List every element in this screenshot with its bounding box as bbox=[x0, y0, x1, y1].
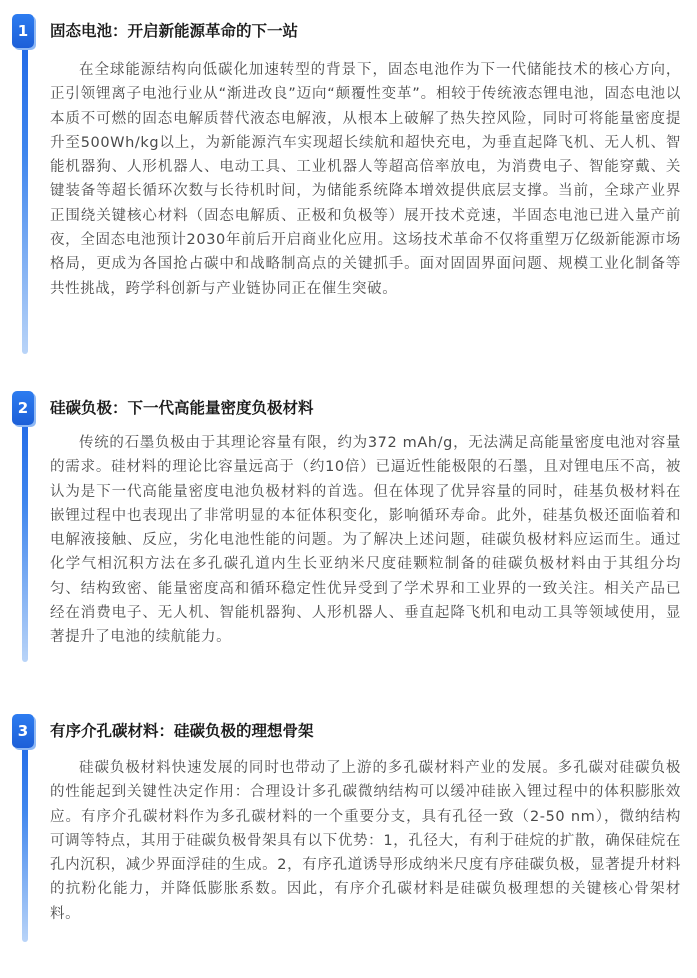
section-title: 硅碳负极：下一代高能量密度负极材料 bbox=[50, 399, 314, 417]
section-number-badge bbox=[12, 391, 34, 425]
section-paragraph: 硅碳负极材料快速发展的同时也带动了上游的多孔碳材料产业的发展。多孔碳对硅碳负极的性能起到关键性决定作用：合理设计多孔碳微纳结构可以缓冲硅嵌入锂过程中的体积膨胀效应。有序介孔碳材料作为多孔碳材料的一个重要分支，具有孔径一致（2-50 nm），微纳结构可调等特点，其用于硅碳负极骨架具有以下优势：1，孔径大，有利于硅烷的扩散，确保硅烷在孔内沉积，减少界面浮硅的生成。2，有序孔道诱导形成纳米尺度有序硅碳负极，显著提升材料的抗粉化能力，并降低膨胀系数。因此，有序介孔碳材料是硅碳负极理想的关键核心骨架材料。 bbox=[50, 760, 681, 922]
section-accent-bar bbox=[22, 397, 28, 662]
section-accent-bar bbox=[22, 720, 28, 942]
section-number: 2 bbox=[17, 399, 29, 417]
section-number-badge bbox=[12, 14, 34, 48]
section-title: 固态电池：开启新能源革命的下一站 bbox=[50, 22, 299, 40]
section-accent-bar bbox=[22, 20, 28, 354]
section-paragraph: 传统的石墨负极由于其理论容量有限，约为372 mAh/g，无法满足高能量密度电池对容量的需求。硅材料的理论比容量远高于（约10倍）已逼近性能极限的石墨，且对锂电压不高，被认为是下一代高能量密度电池负极材料的首选。但在体现了优异容量的同时，硅基负极材料在嵌锂过程中也表现出了非常明显的本征体积变化，影响循环寿命。此外，硅基负极还面临着和电解液接触、反应，劣化电池性能的问题。为了解决上述问题，硅碳负极材料应运而生。通过化学气相沉积方法在多孔碳孔道内生长亚纳米尺度硅颗粒制备的硅碳负极材料由于其组分均匀、结构致密、能量密度高和循环稳定性优异受到了学术界和工业界的一致关注。相关产品已经在消费电子、无人机、智能机器狗、人形机器人、垂直起降飞机和电动工具等领域使用，显著提升了电池的续航能力。 bbox=[50, 435, 681, 646]
section-number: 1 bbox=[17, 22, 29, 40]
section-paragraph: 在全球能源结构向低碳化加速转型的背景下，固态电池作为下一代储能技术的核心方向，正引领锂离子电池行业从“渐进改良”迈向“颠覆性变革”。相较于传统液态锂电池，固态电池以本质不可燃的固态电解质替代液态电解液，从根本上破解了热失控风险，同时可将能量密度提升至500Wh/kg以上，为新能源汽车实现超长续航和超快充电，为垂直起降飞机、无人机、智能机器狗、人形机器人、电动工具、工业机器人等超高倍率放电，为消费电子、智能穿戴、关键装备等超长循环次数与长待机时间，为储能系统降本增效提供底层支撑。当前，全球产业界正围绕关键核心材料（固态电解质、正极和负极等）展开技术竞速，半固态电池已进入量产前夜，全固态电池预计2030年前后开启商业化应用。这场技术革命不仅将重塑万亿级新能源市场格局，更成为各国抢占碳中和战略制高点的关键抓手。面对固固界面问题、规模工业化制备等共性挑战，跨学科创新与产业链协同正在催生突破。 bbox=[50, 62, 681, 297]
section-number: 3 bbox=[17, 722, 29, 740]
section-title: 有序介孔碳材料：硅碳负极的理想骨架 bbox=[50, 722, 314, 740]
section-number-badge bbox=[12, 714, 34, 748]
